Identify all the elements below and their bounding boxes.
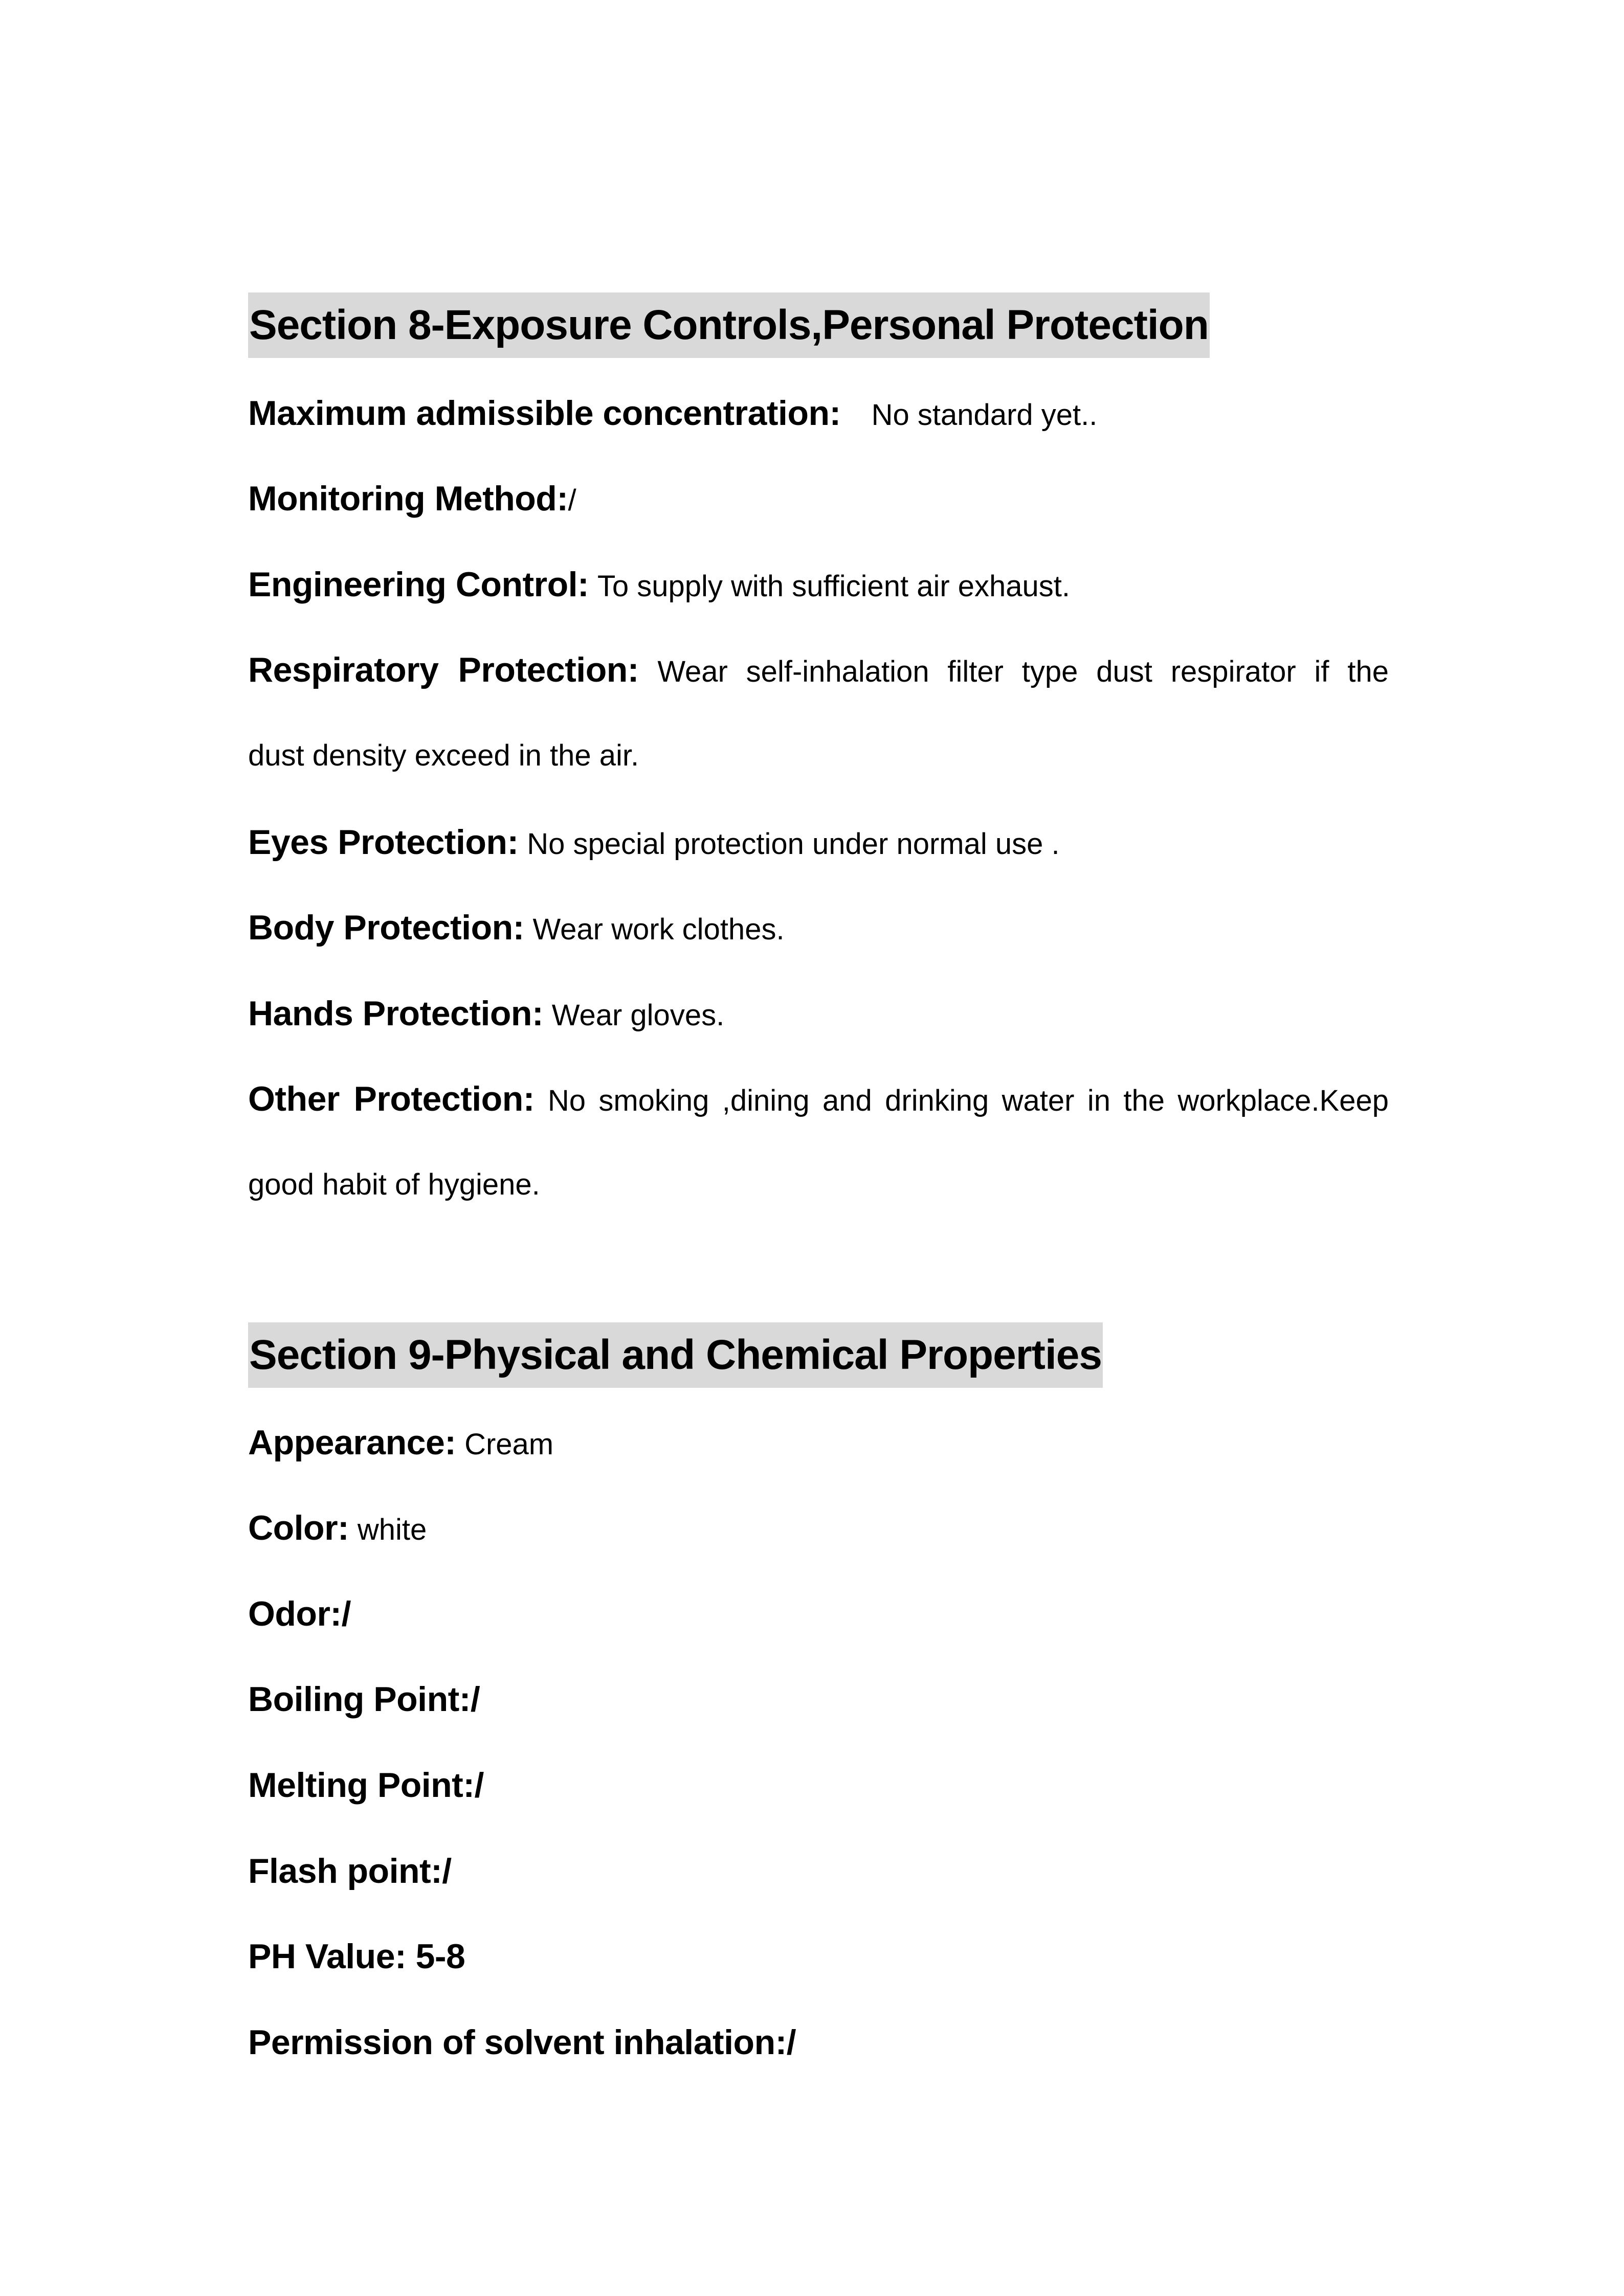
field-label: Boiling Point:/ (248, 1680, 480, 1719)
field-label: Maximum admissible concentration: (248, 394, 841, 433)
field-body-protection (248, 907, 1389, 950)
field-value: Wear self-inhalation filter type dust respirator if the (657, 655, 1389, 688)
field-color (248, 1507, 1389, 1550)
field-monitoring-method (248, 478, 1389, 521)
field-label: Melting Point:/ (248, 1766, 484, 1805)
field-value: No special protection under normal use . (527, 827, 1060, 861)
field-label: Engineering Control: (248, 565, 589, 604)
field-value: Wear gloves. (551, 999, 725, 1032)
field-max-admissible-concentration (248, 393, 1389, 436)
field-label: Permission of solvent inhalation:/ (248, 2023, 796, 2062)
field-other-protection (248, 1078, 1389, 1121)
field-value: No smoking ,dining and drinking water in the workplace.Keep (547, 1084, 1389, 1117)
field-label: Appearance: (248, 1423, 456, 1462)
field-value: To supply with sufficient air exhaust. (597, 570, 1071, 603)
field-value: No standard yet.. (871, 398, 1098, 432)
field-label: Odor:/ (248, 1594, 351, 1633)
field-other-protection-continuation: good habit of hygiene. (248, 1168, 540, 1201)
field-odor (248, 1593, 1389, 1636)
field-respiratory-protection-continuation: dust density exceed in the air. (248, 739, 639, 772)
field-melting-point (248, 1765, 1389, 1807)
field-solvent-inhalation (248, 2022, 1389, 2064)
field-label: Respiratory Protection: (248, 650, 639, 689)
section-9-heading: Section 9-Physical and Chemical Properties (248, 1322, 1103, 1388)
field-value: white (357, 1513, 427, 1546)
field-boiling-point (248, 1679, 1389, 1721)
field-value: Wear work clothes. (532, 913, 785, 946)
field-label: Body Protection: (248, 908, 524, 947)
field-value: Cream (464, 1428, 554, 1461)
field-flash-point (248, 1851, 1389, 1893)
field-label: Color: (248, 1509, 349, 1547)
field-engineering-control (248, 564, 1389, 607)
section-8-heading: Section 8-Exposure Controls,Personal Protection (248, 292, 1210, 358)
field-label: Other Protection: (248, 1079, 535, 1118)
field-ph-value (248, 1936, 1389, 1978)
field-label: Flash point:/ (248, 1852, 452, 1890)
field-hands-protection (248, 993, 1389, 1036)
field-label: Eyes Protection: (248, 823, 519, 862)
field-respiratory-protection (248, 649, 1389, 692)
field-appearance (248, 1422, 1389, 1465)
field-label: Monitoring Method: (248, 479, 568, 518)
field-label: Hands Protection: (248, 994, 544, 1033)
field-eyes-protection (248, 822, 1389, 865)
field-value: / (568, 484, 576, 517)
field-label: PH Value: 5-8 (248, 1937, 465, 1976)
